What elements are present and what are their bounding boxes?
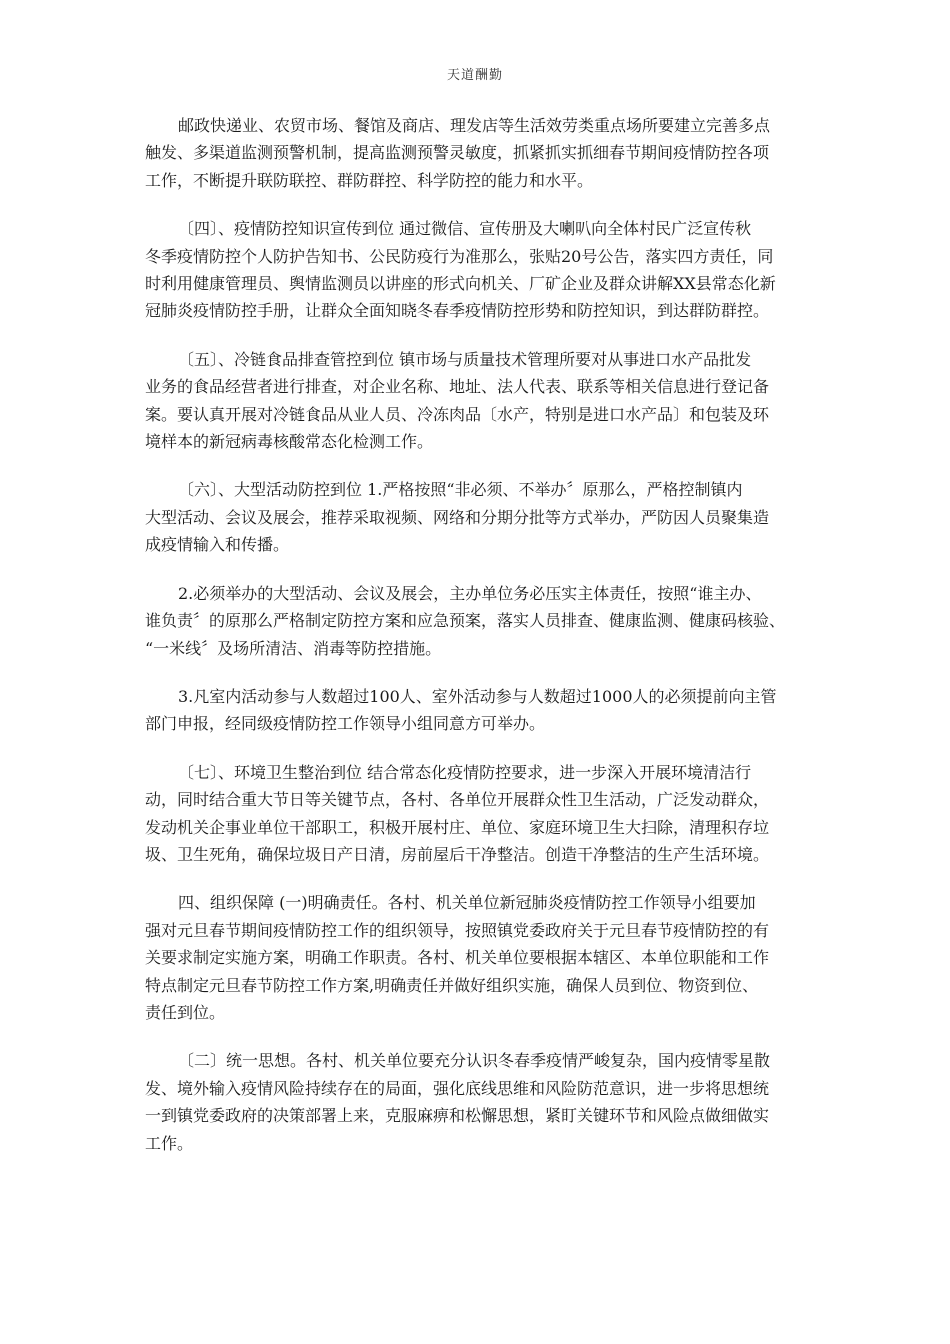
paragraph-line: 责任到位。: [145, 1002, 226, 1022]
paragraph-line: 冬季疫情防控个人防护告知书、公民防疫行为准那么，张贴20号公告，落实四方责任，同: [145, 246, 774, 266]
paragraph-line: 发动机关企事业单位干部职工，积极开展村庄、单位、家庭环境卫生大扫除，清理积存垃: [145, 817, 770, 837]
paragraph-line: 四、组织保障 (一)明确责任。各村、机关单位新冠肺炎疫情防控工作领导小组要加: [178, 893, 756, 913]
paragraph-line: 大型活动、会议及展会，推荐采取视频、网络和分期分批等方式举办，严防因人员聚集造: [145, 507, 770, 527]
paragraph-line: 2.必须举办的大型活动、会议及展会，主办单位务必压实主体责任，按照“谁主办、: [178, 583, 762, 603]
paragraph-line: 特点制定元旦春节防控工作方案,明确责任并做好组织实施，确保人员到位、物资到位、: [145, 975, 759, 995]
paragraph-1: [145, 112, 809, 194]
paragraph-line: 圾、卫生死角，确保垃圾日产日清，房前屋后干净整洁。创造干净整洁的生产生活环境。: [145, 844, 770, 864]
paragraph-line: 境样本的新冠病毒核酸常态化检测工作。: [145, 432, 434, 452]
paragraph-line: 〔四〕、疫情防控知识宣传到位 通过微信、宣传册及大喇叭向全体村民广泛宣传秋: [178, 219, 752, 239]
paragraph-7: [145, 759, 809, 869]
paragraph-line: 发、境外输入疫情风险持续存在的局面，强化底线思维和风险防范意识，进一步将思想统: [145, 1078, 770, 1098]
paragraph-5: [145, 580, 809, 662]
paragraph-line: 冠肺炎疫情防控手册，让群众全面知晓冬春季疫情防控形势和防控知识，到达群防群控。: [145, 301, 770, 321]
paragraph-8: [145, 889, 809, 1026]
paragraph-3: [145, 346, 809, 456]
document-body: [145, 112, 809, 1178]
page-header: 天道酬勤: [446, 68, 503, 83]
paragraph-line: 〔五〕、冷链食品排查管控到位 镇市场与质量技术管理所要对从事进口水产品批发: [178, 349, 752, 369]
paragraph-line: 业务的食品经营者进行排查，对企业名称、地址、法人代表、联系等相关信息进行登记备: [145, 377, 770, 397]
paragraph-line: 邮政快递业、农贸市场、餐馆及商店、理发店等生活效劳类重点场所要建立完善多点: [178, 116, 771, 135]
paragraph-line: “一米线〞及场所清洁、消毒等防控措施。: [145, 638, 442, 658]
paragraph-line: 强对元旦春节期间疫情防控工作的组织领导，按照镇党委政府关于元旦春节疫情防控的有: [145, 920, 770, 940]
paragraph-line: 关要求制定实施方案，明确工作职责。各村、机关单位要根据本辖区、本单位职能和工作: [145, 948, 770, 968]
paragraph-line: 〔七〕、环境卫生整治到位 结合常态化疫情防控要求，进一步深入开展环境清洁行: [178, 762, 752, 782]
paragraph-line: 〔二〕统一思想。各村、机关单位要充分认识冬春季疫情严峻复杂，国内疫情零星散: [178, 1051, 771, 1071]
paragraph-line: 3.凡室内活动参与人数超过100人、室外活动参与人数超过1000人的必须提前向主管: [178, 686, 777, 706]
paragraph-line: 动，同时结合重大节日等关键节点，各村、各单位开展群众性卫生活动，广泛发动群众，: [145, 790, 770, 810]
paragraph-4: [145, 476, 809, 558]
paragraph-9: [145, 1047, 809, 1157]
paragraph-line: 部门申报，经同级疫情防控工作领导小组同意方可举办。: [145, 714, 546, 734]
paragraph-line: 一到镇党委政府的决策部署上来，克服麻痹和松懈思想，紧盯关键环节和风险点做细做实: [145, 1106, 770, 1126]
paragraph-line: 触发、多渠道监测预警机制，提高监测预警灵敏度，抓紧抓实抓细春节期间疫情防控各项: [145, 143, 770, 163]
paragraph-line: 谁负责〞的原那么严格制定防控方案和应急预案，落实人员排查、健康监测、健康码核验、: [145, 611, 786, 631]
paragraph-line: 〔六〕、大型活动防控到位 1.严格按照“非必须、不举办〞原那么，严格控制镇内: [178, 480, 743, 500]
paragraph-line: 案。要认真开展对冷链食品从业人员、冷冻肉品〔水产，特别是进口水产品〕和包装及环: [145, 404, 770, 424]
paragraph-line: 时利用健康管理员、舆情监测员以讲座的形式向机关、厂矿企业及群众讲解XX县常态化新: [145, 274, 776, 294]
paragraph-6: [145, 683, 809, 738]
paragraph-line: 成疫情输入和传播。: [145, 535, 290, 555]
paragraph-2: [145, 215, 809, 325]
paragraph-line: 工作。: [145, 1133, 194, 1153]
paragraph-line: 工作，不断提升联防联控、群防群控、科学防控的能力和水平。: [145, 170, 594, 190]
